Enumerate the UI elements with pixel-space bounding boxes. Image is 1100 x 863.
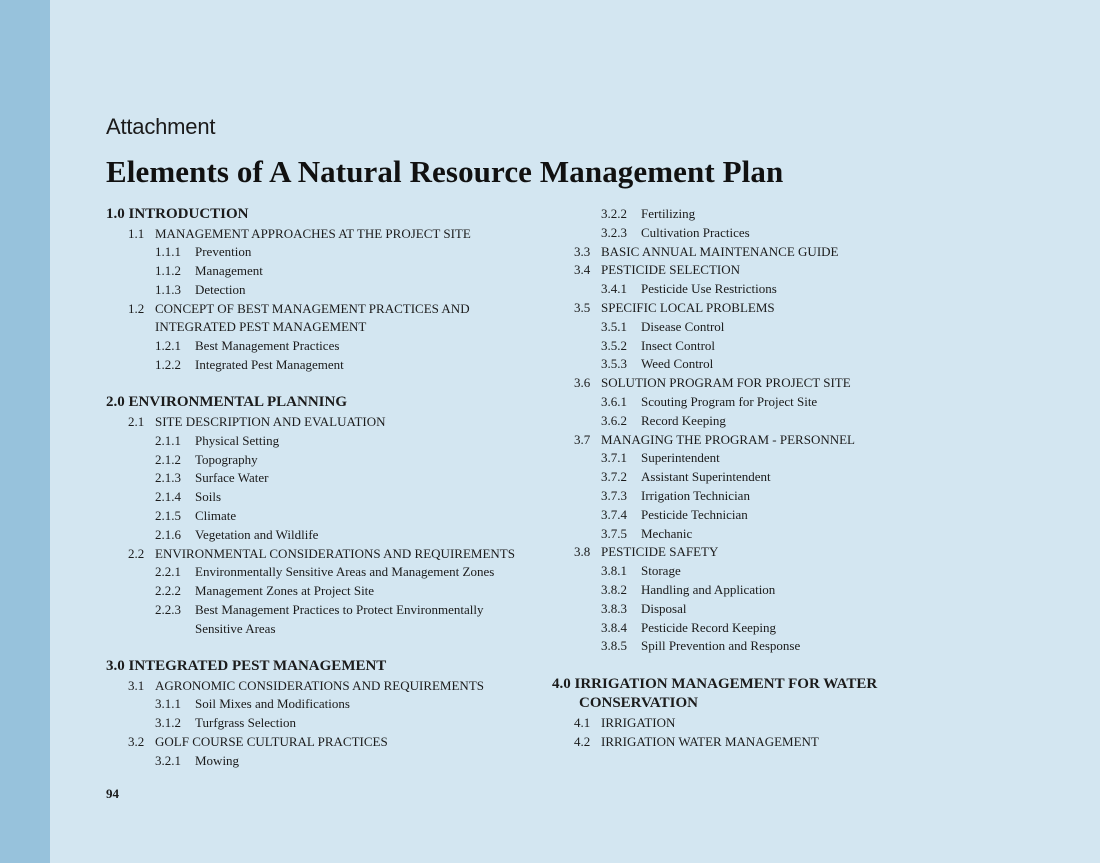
- toc-subsubsection: [106, 451, 546, 470]
- toc-text: Scouting Program for Project Site: [641, 393, 818, 409]
- toc-number: 3.7.5: [601, 525, 627, 541]
- toc-number: 3.8.4: [601, 619, 627, 635]
- toc-text: Sensitive Areas: [195, 620, 276, 636]
- toc-subsubsection: [552, 619, 992, 638]
- toc-heading-text: 1.0 INTRODUCTION: [106, 206, 249, 222]
- toc-number: 1.2: [128, 300, 145, 316]
- toc-number: 1.2.1: [155, 338, 181, 354]
- toc-number: 2.1.1: [155, 432, 181, 448]
- toc-text: Integrated Pest Management: [195, 357, 344, 373]
- toc-column-left: [106, 205, 546, 771]
- toc-subsubsection: [552, 205, 992, 224]
- toc-subsection: [106, 300, 546, 319]
- toc-section-heading: [552, 694, 992, 714]
- toc-number: 2.1.2: [155, 451, 181, 467]
- toc-number: 3.2.2: [601, 206, 627, 221]
- toc-text: Pesticide Record Keeping: [641, 619, 777, 635]
- attachment-label: Attachment: [106, 114, 216, 139]
- toc-text: Pesticide Technician: [641, 506, 748, 522]
- toc-subsection: [552, 714, 992, 733]
- toc-subsubsection: [106, 601, 546, 620]
- toc-subsection: [106, 677, 546, 696]
- toc-number: 2.2.1: [155, 564, 181, 580]
- toc-text: PESTICIDE SELECTION: [601, 262, 741, 278]
- toc-number: 3.7.2: [601, 469, 627, 485]
- toc-text: Best Management Practices to Protect Environmentally: [195, 601, 484, 617]
- toc-subsubsection: [106, 582, 546, 601]
- toc-text: Climate: [195, 507, 237, 523]
- toc-number: 3.6.1: [601, 393, 627, 409]
- toc-subsubsection: [552, 506, 992, 525]
- toc-text: Disposal: [641, 600, 687, 616]
- toc-text: GOLF COURSE CULTURAL PRACTICES: [155, 734, 388, 750]
- toc-text: Management Zones at Project Site: [195, 583, 375, 599]
- toc-text: Physical Setting: [195, 432, 280, 448]
- toc-subsubsection: [106, 507, 546, 526]
- toc-text: Mowing: [195, 752, 240, 768]
- toc-subsection: [106, 413, 546, 432]
- toc-text: Disease Control: [641, 318, 725, 334]
- toc-number: 1.2.2: [155, 357, 181, 373]
- toc-section-heading: [552, 675, 992, 695]
- toc-text: ENVIRONMENTAL CONSIDERATIONS AND REQUIREMENTS: [155, 545, 515, 561]
- toc-heading-text: 4.0 IRRIGATION MANAGEMENT FOR WATER: [552, 675, 878, 692]
- toc-subsubsection: [106, 281, 546, 300]
- toc-number: 3.8.5: [601, 638, 627, 654]
- section-spacer: [552, 656, 992, 675]
- toc-subsubsection: [106, 432, 546, 451]
- toc-subsection: [552, 261, 992, 280]
- toc-number: 3.8.1: [601, 563, 627, 579]
- toc-text: Surface Water: [195, 470, 269, 486]
- toc-text: IRRIGATION: [601, 714, 676, 730]
- toc-number: 1.1: [128, 225, 145, 241]
- toc-subsubsection: [552, 318, 992, 337]
- toc-text: Record Keeping: [641, 412, 726, 428]
- toc-number: 3.8.3: [601, 600, 627, 616]
- toc-subsubsection: [552, 393, 992, 412]
- toc-number: 3.8.2: [601, 581, 627, 597]
- toc-number: 3.5.1: [601, 318, 627, 334]
- toc-subsubsection: [552, 581, 992, 600]
- toc-subsubsection: [552, 412, 992, 431]
- toc-subsubsection: [106, 243, 546, 262]
- toc-subsection: [106, 733, 546, 752]
- toc-subsection: [552, 733, 992, 752]
- toc-subsubsection: [106, 714, 546, 733]
- toc-number: 2.1.4: [155, 489, 181, 505]
- section-spacer: [106, 375, 546, 394]
- toc-number: 2.1.5: [155, 507, 181, 523]
- toc-number: 3.7.1: [601, 450, 627, 466]
- toc-number: 1.1.2: [155, 263, 181, 279]
- toc-text: Prevention: [195, 244, 252, 260]
- toc-number: 3.2.1: [155, 752, 181, 768]
- toc-text: Mechanic: [641, 525, 693, 541]
- toc-subsubsection: [552, 468, 992, 487]
- toc-number: 3.5: [574, 299, 591, 315]
- toc-subsection: [106, 318, 546, 337]
- toc-number: 3.7.4: [601, 506, 627, 522]
- toc-number: 2.1: [128, 413, 145, 429]
- toc-text: MANAGING THE PROGRAM - PERSONNEL: [601, 431, 855, 447]
- toc-number: 2.1.3: [155, 470, 181, 486]
- page-title: Elements of A Natural Resource Management Plan: [106, 154, 784, 189]
- toc-section-heading: [106, 657, 546, 677]
- toc-subsection: [106, 225, 546, 244]
- toc-text: IRRIGATION WATER MANAGEMENT: [601, 733, 819, 749]
- toc-subsubsection: [106, 752, 546, 771]
- toc-subsubsection: [552, 600, 992, 619]
- toc-subsubsection: [552, 337, 992, 356]
- toc-subsubsection: [552, 355, 992, 374]
- toc-text: CONSERVATION: [579, 695, 698, 712]
- toc-number: 1.1.1: [155, 244, 181, 260]
- toc-subsection: [552, 431, 992, 450]
- toc-number: 3.2: [128, 734, 145, 750]
- toc-text: PESTICIDE SAFETY: [601, 544, 719, 560]
- toc-text: Superintendent: [641, 450, 720, 466]
- toc-number: 3.1.1: [155, 696, 181, 712]
- toc-number: 3.6: [574, 375, 591, 391]
- toc-number: 3.2.3: [601, 224, 627, 240]
- toc-number: 3.3: [574, 243, 591, 259]
- toc-subsubsection: [552, 525, 992, 544]
- toc-text: Spill Prevention and Response: [641, 638, 801, 654]
- toc-subsubsection: [106, 695, 546, 714]
- toc-text: Turfgrass Selection: [195, 715, 296, 731]
- toc-subsubsection: [106, 563, 546, 582]
- toc-text: Vegetation and Wildlife: [195, 526, 319, 542]
- toc-subsection: [552, 543, 992, 562]
- toc-number: 3.5.3: [601, 356, 627, 372]
- toc-text: Handling and Application: [641, 581, 776, 597]
- toc-number: 3.5.2: [601, 337, 627, 353]
- toc-number: 3.7: [574, 431, 591, 447]
- toc-subsubsection: [106, 620, 546, 639]
- toc-text: SITE DESCRIPTION AND EVALUATION: [155, 413, 386, 429]
- toc-subsubsection: [106, 337, 546, 356]
- toc-text: Soil Mixes and Modifications: [195, 696, 350, 712]
- toc-heading-text: 2.0 ENVIRONMENTAL PLANNING: [106, 394, 347, 411]
- toc-text: SOLUTION PROGRAM FOR PROJECT SITE: [601, 375, 851, 391]
- toc-text: Soils: [195, 489, 222, 505]
- toc-text: Environmentally Sensitive Areas and Management Zones: [195, 564, 495, 580]
- toc-number: 2.2: [128, 545, 145, 561]
- page-number: 94: [106, 786, 119, 801]
- toc-subsubsection: [106, 469, 546, 488]
- toc-number: 3.4: [574, 262, 591, 278]
- toc-subsubsection: [552, 637, 992, 656]
- toc-number: 2.2.2: [155, 583, 181, 599]
- toc-text: CONCEPT OF BEST MANAGEMENT PRACTICES AND: [155, 300, 470, 316]
- toc-subsubsection: [552, 487, 992, 506]
- toc-number: 2.1.6: [155, 526, 181, 542]
- toc-text: Assistant Superintendent: [641, 469, 771, 485]
- toc-text: BASIC ANNUAL MAINTENANCE GUIDE: [601, 243, 839, 259]
- toc-subsubsection: [106, 356, 546, 375]
- toc-subsection: [552, 299, 992, 318]
- toc-number: 4.1: [574, 714, 591, 730]
- toc-number: 3.8: [574, 544, 591, 560]
- toc-subsubsection: [552, 562, 992, 581]
- toc-text: SPECIFIC LOCAL PROBLEMS: [601, 299, 775, 315]
- toc-text: Insect Control: [641, 337, 716, 353]
- section-spacer: [106, 639, 546, 658]
- toc-text: AGRONOMIC CONSIDERATIONS AND REQUIREMENTS: [155, 677, 484, 693]
- toc-text: Pesticide Use Restrictions: [641, 281, 777, 297]
- toc-text: Irrigation Technician: [641, 487, 750, 503]
- toc-text: Best Management Practices: [195, 338, 340, 354]
- toc-subsection: [552, 243, 992, 262]
- toc-subsubsection: [552, 449, 992, 468]
- toc-subsubsection: [106, 262, 546, 281]
- toc-subsubsection: [106, 526, 546, 545]
- toc-text: Storage: [641, 563, 681, 579]
- toc-text: Management: [195, 263, 263, 279]
- toc-text: Fertilizing: [641, 206, 696, 221]
- toc-text: Detection: [195, 281, 246, 297]
- toc-column-right: [552, 205, 992, 751]
- toc-number: 3.6.2: [601, 412, 627, 428]
- toc-subsubsection: [106, 488, 546, 507]
- side-color-band: [0, 0, 50, 863]
- toc-text: Cultivation Practices: [641, 224, 750, 240]
- toc-text: MANAGEMENT APPROACHES AT THE PROJECT SITE: [155, 225, 471, 241]
- toc-number: 3.1.2: [155, 715, 181, 731]
- toc-subsection: [106, 545, 546, 564]
- toc-subsection: [552, 374, 992, 393]
- toc-number: 2.2.3: [155, 601, 181, 617]
- toc-number: 1.1.3: [155, 281, 181, 297]
- toc-number: 3.4.1: [601, 281, 627, 297]
- toc-section-heading: [106, 205, 546, 225]
- toc-subsubsection: [552, 224, 992, 243]
- toc-text: INTEGRATED PEST MANAGEMENT: [155, 319, 367, 335]
- toc-text: Weed Control: [641, 356, 714, 372]
- toc-section-heading: [106, 393, 546, 413]
- toc-number: 4.2: [574, 733, 591, 749]
- toc-heading-text: 3.0 INTEGRATED PEST MANAGEMENT: [106, 658, 387, 675]
- toc-number: 3.7.3: [601, 487, 627, 503]
- toc-text: Topography: [195, 451, 258, 467]
- toc-subsubsection: [552, 280, 992, 299]
- toc-number: 3.1: [128, 677, 145, 693]
